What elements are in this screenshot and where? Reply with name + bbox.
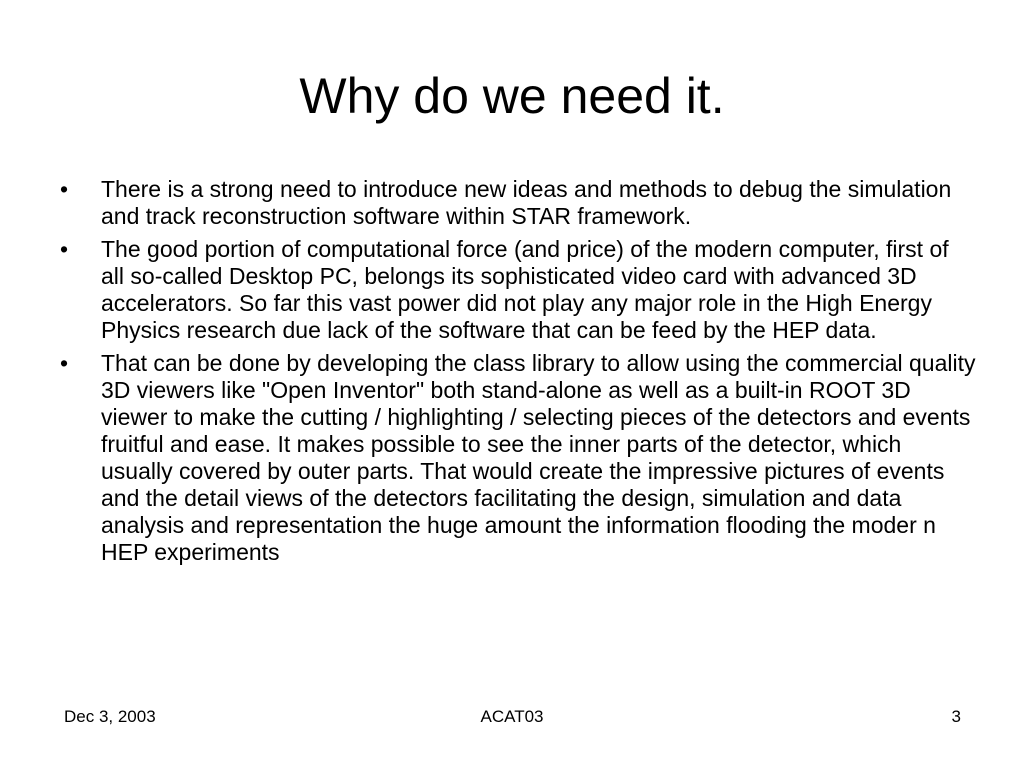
- bullet-icon: •: [60, 236, 69, 262]
- bullet-item: [56, 350, 976, 566]
- footer-date: Dec 3, 2003: [64, 707, 156, 726]
- footer-page-number: 3: [951, 707, 961, 726]
- bullet-list: [56, 176, 976, 572]
- bullet-item: [56, 236, 976, 344]
- bullet-icon: •: [60, 176, 69, 202]
- footer-conference: ACAT03: [480, 707, 544, 726]
- bullet-text: That can be done by developing the class library to allow using the commercial quality 3D viewers like "Open Inventor" both stand-alone as well as a built-in ROOT 3D viewer to make the cutting / highlighting / selecting pieces of the detectors and events fruitful and ease. It makes possible to see the inner parts of the detector, which usually covered by outer parts. That would create the impressive pictures of events and the detail views of the detectors facilitating the design, simulation and data analysis and representation the huge amount the information flooding the moder n HEP experiments: [101, 350, 976, 565]
- slide-title: Why do we need it.: [299, 68, 725, 124]
- bullet-icon: •: [60, 350, 69, 376]
- bullet-text: There is a strong need to introduce new ideas and methods to debug the simulation and track reconstruction software within STAR framework.: [101, 176, 952, 229]
- bullet-item: [56, 176, 976, 230]
- bullet-text: The good portion of computational force (and price) of the modern computer, first of all so-called Desktop PC, belongs its sophisticated video card with advanced 3D accelerators. So far this vast power did not play any major role in the High Energy Physics research due lack of the software that can be feed by the HEP data.: [101, 236, 949, 343]
